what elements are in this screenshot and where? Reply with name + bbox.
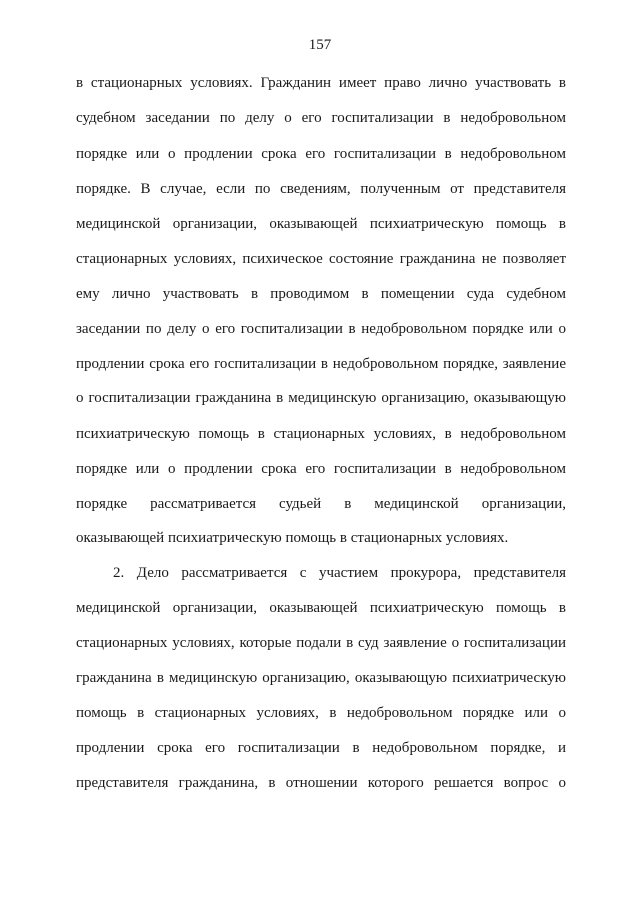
text-line: продлении срока его госпитализации в недобровольном порядке, и	[76, 740, 566, 756]
text-line: представителя гражданина, в отношении которого решается вопрос о	[76, 775, 566, 791]
text-line: порядке. В случае, если по сведениям, полученным от представителя	[76, 181, 566, 197]
text-line: стационарных условиях, которые подали в суд заявление о госпитализации	[76, 635, 566, 651]
text-line: о госпитализации гражданина в медицинскую организацию, оказывающую	[76, 390, 566, 406]
text-line: порядке или о продлении срока его госпитализации в недобровольном	[76, 461, 566, 477]
page-number: 157	[308, 37, 332, 53]
text-line: оказывающей психиатрическую помощь в стационарных условиях.	[76, 530, 509, 546]
text-line: стационарных условиях, психическое состояние гражданина не позволяет	[76, 251, 566, 267]
text-line: помощь в стационарных условиях, в недобровольном порядке или о	[76, 705, 566, 721]
text-line: медицинской организации, оказывающей психиатрическую помощь в	[76, 216, 566, 232]
text-line: порядке рассматривается судьей в медицинской организации,	[76, 496, 566, 512]
text-line: психиатрическую помощь в стационарных условиях, в недобровольном	[76, 426, 566, 442]
text-line: судебном заседании по делу о его госпитализации в недобровольном	[76, 110, 566, 126]
text-line: гражданина в медицинскую организацию, оказывающую психиатрическую	[76, 670, 566, 686]
text-line: медицинской организации, оказывающей психиатрическую помощь в	[76, 600, 566, 616]
text-line: 2. Дело рассматривается с участием прокурора, представителя	[113, 565, 566, 581]
text-line: ему лично участвовать в проводимом в помещении суда судебном	[76, 286, 566, 302]
text-line: в стационарных условиях. Гражданин имеет право лично участвовать в	[76, 75, 566, 91]
text-line: порядке или о продлении срока его госпитализации в недобровольном	[76, 146, 566, 162]
text-line: заседании по делу о его госпитализации в недобровольном порядке или о	[76, 321, 566, 337]
text-line: продлении срока его госпитализации в недобровольном порядке, заявление	[76, 356, 566, 372]
